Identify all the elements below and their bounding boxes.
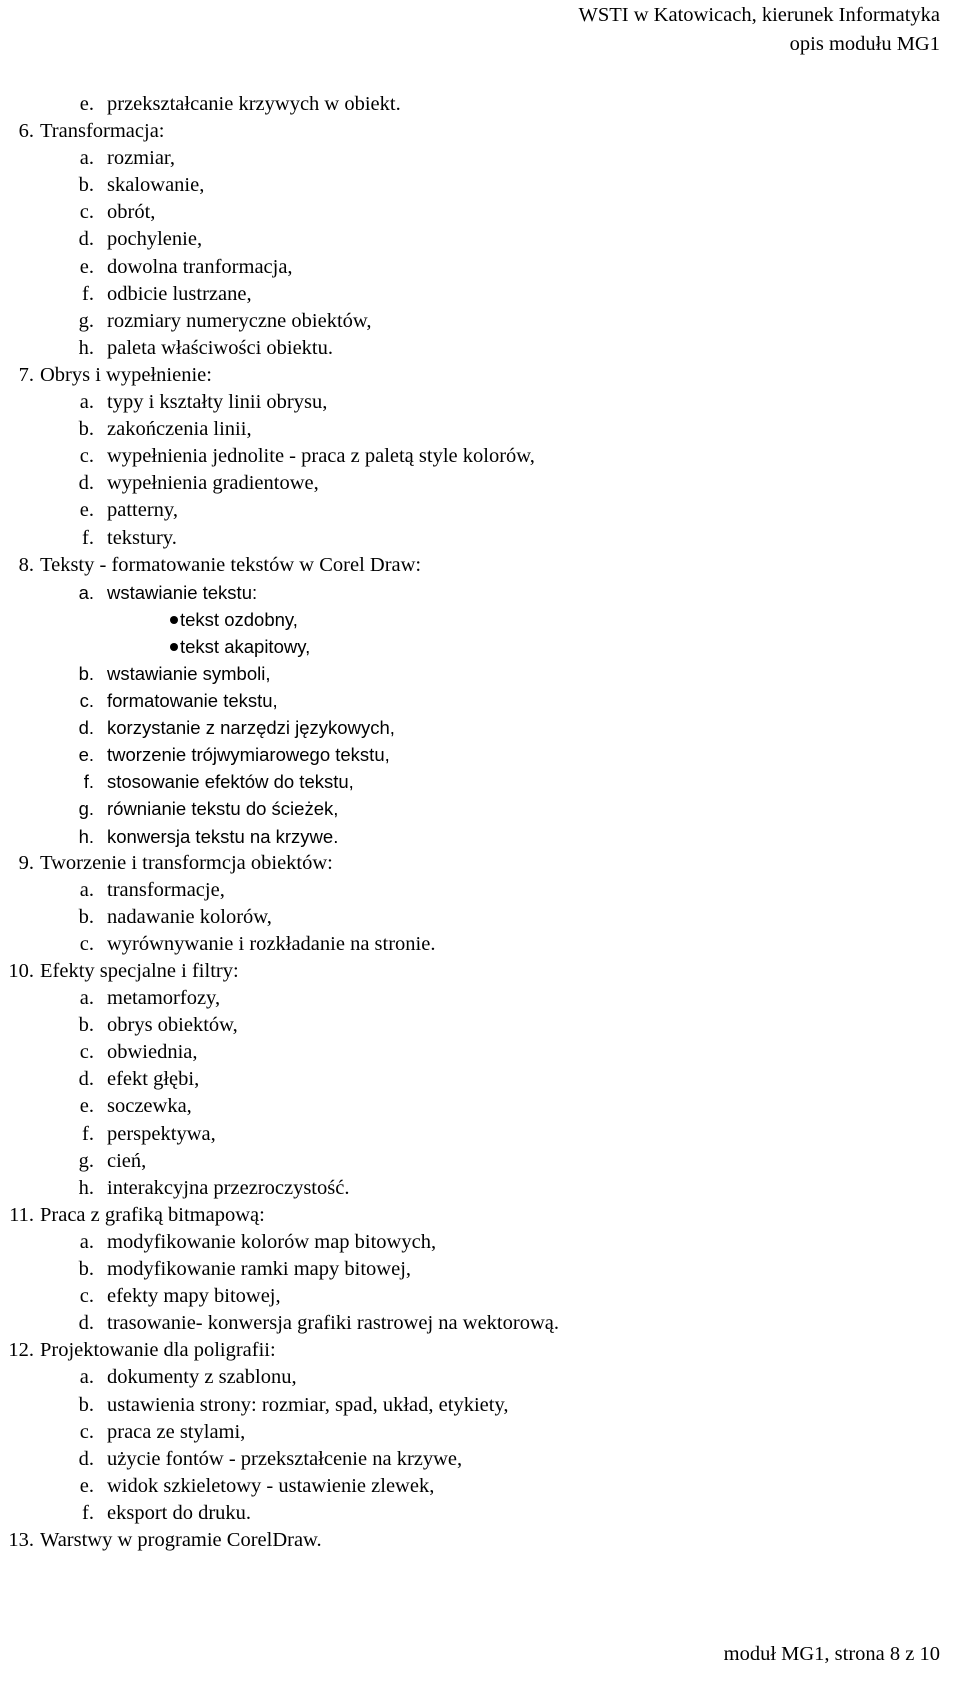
item-number: g. (78, 798, 94, 820)
item-text: rozmiary numeryczne obiektów, (107, 309, 372, 332)
item-number: e. (79, 1474, 94, 1497)
list-item (0, 226, 940, 253)
item-number: c. (79, 201, 94, 224)
item-number: d. (78, 1068, 94, 1091)
item-number: e. (79, 93, 94, 115)
item-text: dowolna tranformacja, (107, 255, 293, 278)
section-heading (0, 362, 940, 389)
item-number: d. (78, 1447, 94, 1470)
item-number: e. (79, 499, 94, 522)
list-item (0, 1446, 940, 1473)
list-item (0, 443, 940, 470)
item-number: a. (79, 878, 94, 901)
list-item (0, 1093, 940, 1120)
item-text: konwersja tekstu na krzywe. (107, 825, 339, 847)
item-number: 12. (8, 1339, 34, 1362)
item-text: odbicie lustrzane, (107, 282, 252, 305)
list-item (0, 904, 940, 931)
list-item (0, 1310, 940, 1337)
item-text: cień, (107, 1149, 147, 1172)
list-item (0, 660, 940, 687)
list-item (0, 1012, 940, 1039)
item-text: wypełnienia gradientowe, (107, 472, 319, 495)
list-item (0, 389, 940, 416)
list-item (0, 335, 940, 362)
item-number: d. (78, 717, 94, 739)
item-number: d. (78, 1312, 94, 1335)
item-text: efekty mapy bitowej, (107, 1285, 281, 1308)
list-item (0, 714, 940, 741)
list-item (0, 91, 940, 118)
item-text: nadawanie kolorów, (107, 905, 272, 928)
item-text: tworzenie trójwymiarowego tekstu, (107, 744, 390, 766)
item-number: b. (78, 1014, 94, 1037)
item-text: Praca z grafiką bitmapową: (40, 1203, 265, 1226)
item-text: równianie tekstu do ścieżek, (107, 798, 339, 820)
bullet-icon (170, 643, 178, 651)
item-number: a. (78, 581, 94, 603)
item-number: e. (78, 744, 94, 766)
item-number: b. (78, 905, 94, 928)
item-text: praca ze stylami, (107, 1420, 246, 1443)
item-number: b. (78, 418, 94, 441)
list-item (0, 579, 940, 606)
item-number: b. (78, 662, 94, 684)
list-item (0, 1121, 940, 1148)
item-text: soczewka, (107, 1095, 192, 1118)
item-number: 8. (18, 553, 34, 576)
list-item (0, 823, 940, 850)
item-text: skalowanie, (107, 174, 205, 197)
item-number: c. (79, 1041, 94, 1064)
header-module: opis modułu MG1 (789, 33, 940, 55)
item-number: b. (78, 1258, 94, 1281)
list-item (0, 1419, 940, 1446)
item-text: transformacje, (107, 878, 225, 901)
list-item (0, 1283, 940, 1310)
item-text: modyfikowanie ramki mapy bitowej, (107, 1258, 412, 1281)
item-number: h. (78, 1176, 94, 1199)
item-number: a. (79, 1230, 94, 1253)
item-text: obwiednia, (107, 1041, 198, 1064)
item-number: c. (79, 1285, 94, 1308)
page-header (579, 1, 940, 59)
item-text: korzystanie z narzędzi językowych, (107, 717, 395, 739)
item-number: h. (78, 825, 94, 847)
item-text: interakcyjna przezroczystość. (107, 1176, 350, 1199)
list-item (0, 281, 940, 308)
list-item (0, 172, 940, 199)
section-heading (0, 1527, 940, 1554)
item-text: ustawienia strony: rozmiar, spad, układ, etykiety, (107, 1393, 509, 1416)
list-item (0, 254, 940, 281)
item-text: obrys obiektów, (107, 1014, 238, 1037)
list-item (0, 1148, 940, 1175)
item-text: Teksty - formatowanie tekstów w Corel Draw: (40, 553, 422, 576)
item-number: b. (78, 174, 94, 197)
item-number: g. (78, 1149, 94, 1172)
section-heading (0, 958, 940, 985)
list-item (0, 1229, 940, 1256)
item-text: rozmiar, (107, 147, 176, 170)
item-text: patterny, (107, 499, 178, 522)
header-institution: WSTI w Katowicach, kierunek Informatyka (578, 4, 940, 26)
list-item (0, 145, 940, 172)
item-text: Warstwy w programie CorelDraw. (40, 1528, 322, 1551)
item-number: f. (82, 1501, 94, 1524)
item-text: zakończenia linii, (107, 418, 252, 441)
item-number: f. (82, 282, 94, 305)
item-text: perspektywa, (107, 1122, 216, 1145)
list-item (0, 525, 940, 552)
item-text: tekst ozdobny, (180, 608, 298, 630)
list-item (0, 1364, 940, 1391)
item-number: g. (78, 309, 94, 332)
list-item (0, 741, 940, 768)
item-number: a. (79, 147, 94, 170)
item-number: 6. (18, 120, 34, 143)
syllabus-content (0, 91, 940, 1554)
item-number: 7. (18, 363, 34, 386)
item-text: Efekty specjalne i filtry: (40, 960, 239, 982)
item-number: e. (79, 1095, 94, 1118)
item-number: 13. (8, 1528, 34, 1551)
item-text: użycie fontów - przekształcenie na krzywe, (107, 1447, 463, 1470)
item-number: c. (79, 932, 94, 955)
list-item (0, 497, 940, 524)
item-number: a. (79, 1366, 94, 1389)
list-item (0, 1039, 940, 1066)
item-number: 9. (18, 851, 34, 874)
item-text: dokumenty z szablonu, (107, 1366, 297, 1389)
list-item (0, 470, 940, 497)
item-text: Obrys i wypełnienie: (40, 363, 212, 386)
item-number: d. (78, 472, 94, 495)
list-item (0, 1500, 940, 1527)
item-number: a. (79, 987, 94, 1010)
item-number: d. (78, 228, 94, 251)
item-number: b. (78, 1393, 94, 1416)
item-text: wstawianie tekstu: (107, 581, 258, 603)
item-number: f. (82, 526, 94, 549)
item-text: wyrównywanie i rozkładanie na stronie. (107, 932, 436, 955)
item-number: c. (79, 690, 94, 712)
item-text: typy i kształty linii obrysu, (107, 391, 328, 414)
item-text: trasowanie- konwersja grafiki rastrowej na wektorową. (107, 1312, 559, 1335)
item-text: formatowanie tekstu, (107, 690, 278, 712)
item-text: widok szkieletowy - ustawienie zlewek, (107, 1474, 435, 1497)
list-item (0, 687, 940, 714)
item-text: tekstury. (107, 526, 177, 549)
list-item (0, 1392, 940, 1419)
item-number: f. (82, 1122, 94, 1145)
list-item (0, 1256, 940, 1283)
item-number: a. (79, 391, 94, 414)
item-number: h. (78, 336, 94, 359)
item-text: obrót, (107, 201, 156, 224)
item-number: f. (83, 771, 94, 793)
item-number: e. (79, 255, 94, 278)
section-heading (0, 552, 940, 579)
item-text: przekształcanie krzywych w obiekt. (107, 93, 401, 115)
list-item (0, 1175, 940, 1202)
bullet-item (0, 606, 940, 633)
item-text: efekt głębi, (107, 1068, 200, 1091)
list-item (0, 1066, 940, 1093)
item-text: wypełnienia jednolite - praca z paletą style kolorów, (107, 445, 535, 468)
section-heading (0, 118, 940, 145)
item-text: eksport do druku. (107, 1501, 252, 1524)
item-text: Transformacja: (40, 120, 165, 143)
item-text: metamorfozy, (107, 987, 221, 1010)
bullet-icon (170, 616, 178, 624)
list-item (0, 795, 940, 822)
list-item (0, 199, 940, 226)
item-text: stosowanie efektów do tekstu, (107, 771, 354, 793)
list-item (0, 931, 940, 958)
item-text: tekst akapitowy, (180, 635, 311, 657)
list-item (0, 308, 940, 335)
list-item (0, 768, 940, 795)
bullet-item (0, 633, 940, 660)
page-footer: moduł MG1, strona 8 z 10 (723, 1643, 940, 1665)
section-heading (0, 850, 940, 877)
item-number: c. (79, 1420, 94, 1443)
item-number: 11. (9, 1203, 34, 1226)
list-item (0, 985, 940, 1012)
section-heading (0, 1337, 940, 1364)
list-item (0, 1473, 940, 1500)
item-text: Tworzenie i transformcja obiektów: (40, 851, 333, 874)
item-text: Projektowanie dla poligrafii: (40, 1339, 276, 1362)
item-text: pochylenie, (107, 228, 203, 251)
item-text: modyfikowanie kolorów map bitowych, (107, 1230, 437, 1253)
item-text: wstawianie symboli, (107, 662, 271, 684)
item-number: c. (79, 445, 94, 468)
list-item (0, 877, 940, 904)
section-heading (0, 1202, 940, 1229)
item-number: 10. (8, 960, 34, 982)
list-item (0, 416, 940, 443)
item-text: paleta właściwości obiektu. (107, 336, 334, 359)
